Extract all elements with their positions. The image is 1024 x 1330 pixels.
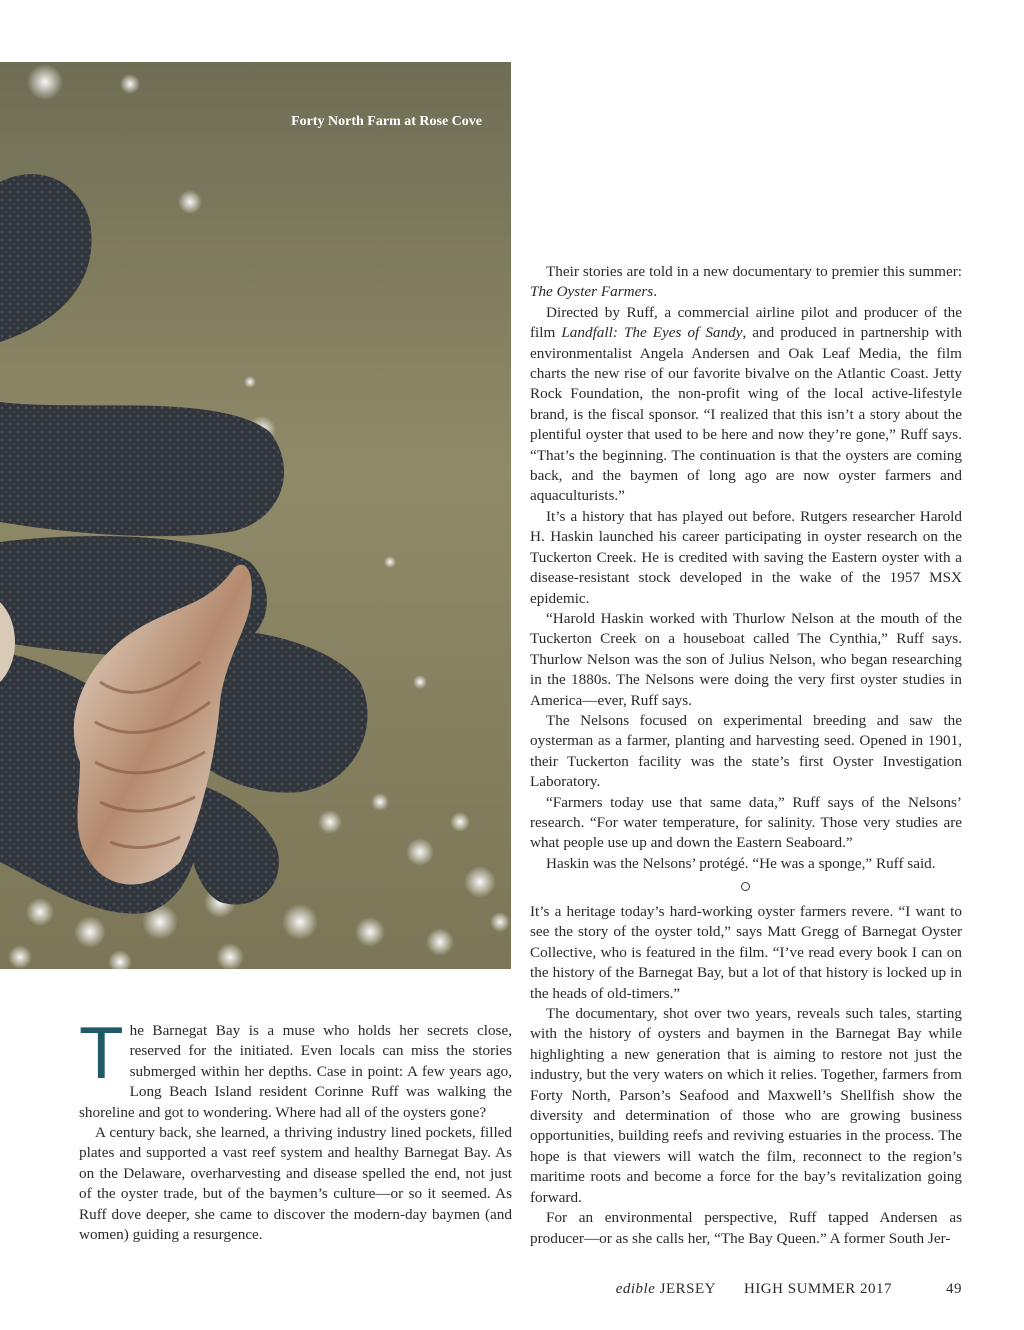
text-span: Directed by Ruff, a commercial airline pilot and producer of the film bbox=[530, 303, 962, 342]
brand-jersey: JERSEY bbox=[659, 1281, 716, 1297]
body-paragraph: It’s a history that has played out before. Rutgers researcher Harold H. Haskin launched his career participating in oyster research on the Tuckerton Creek. He is credited with saving the Eastern oyster with a disease-resistant stock developed in the wake of the 1957 MSX epidemic. bbox=[530, 507, 962, 607]
body-paragraph bbox=[530, 303, 962, 507]
text-span: . bbox=[653, 283, 657, 301]
film-title: The Oyster Farmers bbox=[530, 283, 654, 301]
page-number: 49 bbox=[946, 1281, 962, 1297]
text-span: , and produced in partnership with environmentalist Angela Andersen and Oak Leaf Media, the film charts the new rise of our favorite bivalve on the Atlantic Coast. Jetty Rock Foundation, the non-profit wing of the local active-lifestyle brand, is the fiscal sponsor. “I realized that this isn’t a story about the plentiful oyster that used to be here and now they’re gone,” Ruff says. “That’s the beginning. The continuation is that the oysters are coming back, and the baymen of long ago are now oyster farmers and aquaculturists.” bbox=[530, 324, 963, 505]
body-paragraph: The Nelsons focused on experimental breeding and saw the oysterman as a farmer, planting and harvesting seed. Opened in 1901, their Tuckerton facility was the state’s first Oyster Investigation Laboratory. bbox=[530, 711, 962, 791]
body-paragraph: “Harold Haskin worked with Thurlow Nelson at the mouth of the Tuckerton Creek on a houseboat called The Cynthia,” Ruff says. Thurlow Nelson was the son of Julius Nelson, who began researching in the 1880s. The Nelsons were doing the very first oyster studies in America—ever, Ruff says. bbox=[530, 609, 962, 709]
body-paragraph: It’s a heritage today’s hard-working oyster farmers revere. “I want to see the story of the oyster told,” says Matt Gregg of Barnegat Oyster Collective, who is featured in the film. “I’ve read every book I can on the history of the Barnegat Bay, but a lot of that history is locked up in the heads of old-timers.” bbox=[530, 903, 962, 1002]
right-column-bottom bbox=[530, 902, 962, 1249]
drop-cap: T bbox=[79, 1013, 124, 1094]
body-paragraph: A century back, she learned, a thriving industry lined pockets, filled plates and supported a vast reef system and healthy Barnegat Bay. As on the Delaware, overharvesting and disease spelled the end, not just of the oyster trade, but of the baymen’s culture—or so it seemed. As Ruff dove deeper, she came to discover the modern-day baymen (and women) guiding a resurgence. bbox=[79, 1124, 512, 1244]
film-title: Landfall: The Eyes of Sandy bbox=[561, 324, 743, 342]
body-paragraph: For an environmental perspective, Ruff tapped Andersen as producer—or as she calls her, “The Bay Queen.” A former South Jer- bbox=[530, 1209, 962, 1247]
body-paragraph: “Farmers today use that same data,” Ruff says of the Nelsons’ research. “For water temperature, for salinity. Those very studies are what people use up and down the Eastern Seaboard.” bbox=[530, 793, 962, 852]
photo-caption: Forty North Farm at Rose Cove bbox=[291, 114, 482, 129]
body-paragraph: The documentary, shot over two years, reveals such tales, starting with the history of oysters and baymen in the Barnegat Bay while highlighting a new generation that is aiming to restore not just the industry, but the very waters on which it relies. Together, farmers from Forty North, Parson’s Seafood and Maxwell’s Shellfish show the diversity and determination of those who are growing business opportunities, building reefs and reviving estuaries in the process. The hope is that viewers will watch the film, reconnect to the region’s maritime roots and become a force for the bay’s revitalization going forward. bbox=[530, 1005, 962, 1206]
body-paragraph bbox=[530, 262, 962, 303]
page-footer bbox=[616, 1281, 962, 1298]
section-separator-icon bbox=[741, 882, 750, 891]
feature-photo bbox=[0, 62, 511, 969]
opening-text: he Barnegat Bay is a muse who holds her secrets close, reserved for the initiated. Even locals can miss the stories submerged within her depths. Case in point: A few years ago, Long Beach Island resident Corinne Ruff was walking the shoreline and got to wondering. Where had all of the oysters gone? bbox=[79, 1022, 512, 1121]
oyster-glove-illustration bbox=[0, 62, 511, 969]
opening-paragraph bbox=[79, 1013, 512, 1123]
left-column bbox=[79, 1013, 512, 1245]
right-column-top bbox=[530, 262, 962, 874]
issue-label: HIGH SUMMER 2017 bbox=[743, 1281, 892, 1297]
body-paragraph: Haskin was the Nelsons’ protégé. “He was a sponge,” Ruff said. bbox=[546, 854, 936, 872]
brand-edible: edible bbox=[615, 1281, 656, 1297]
text-span: Their stories are told in a new documentary to premier this summer: bbox=[546, 263, 962, 280]
